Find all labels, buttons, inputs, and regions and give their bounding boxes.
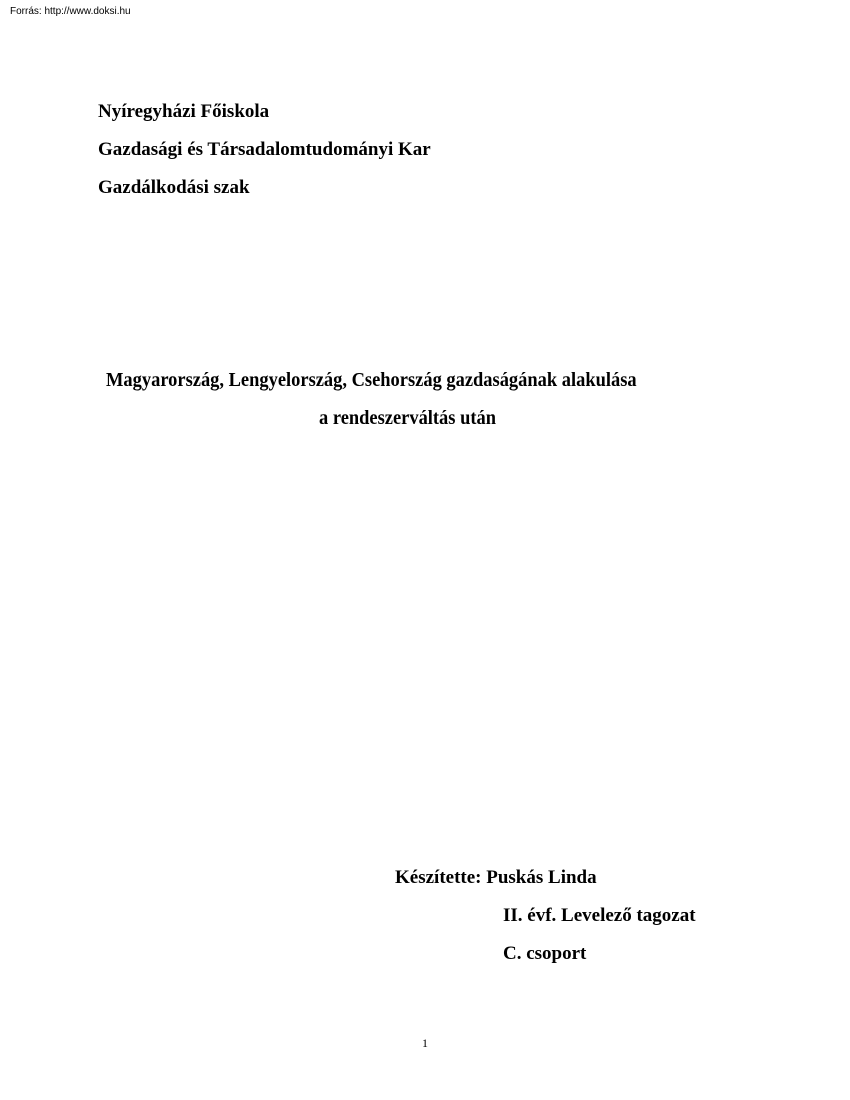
author-line: Készítette: Puskás Linda <box>395 867 597 888</box>
year-mode-line: II. évf. Levelező tagozat <box>503 905 696 926</box>
faculty-name: Gazdasági és Társadalomtudományi Kar <box>98 139 431 160</box>
group-line: C. csoport <box>503 943 587 964</box>
document-title-line2: a rendeszerváltás után <box>319 407 496 429</box>
page-number: 1 <box>422 1036 428 1050</box>
institution-name: Nyíregyházi Főiskola <box>98 101 270 122</box>
document-title-line1: Magyarország, Lengyelország, Csehország gazdaságának alakulása <box>106 369 637 391</box>
program-name: Gazdálkodási szak <box>98 177 250 198</box>
source-label: Forrás: http://www.doksi.hu <box>10 6 131 17</box>
